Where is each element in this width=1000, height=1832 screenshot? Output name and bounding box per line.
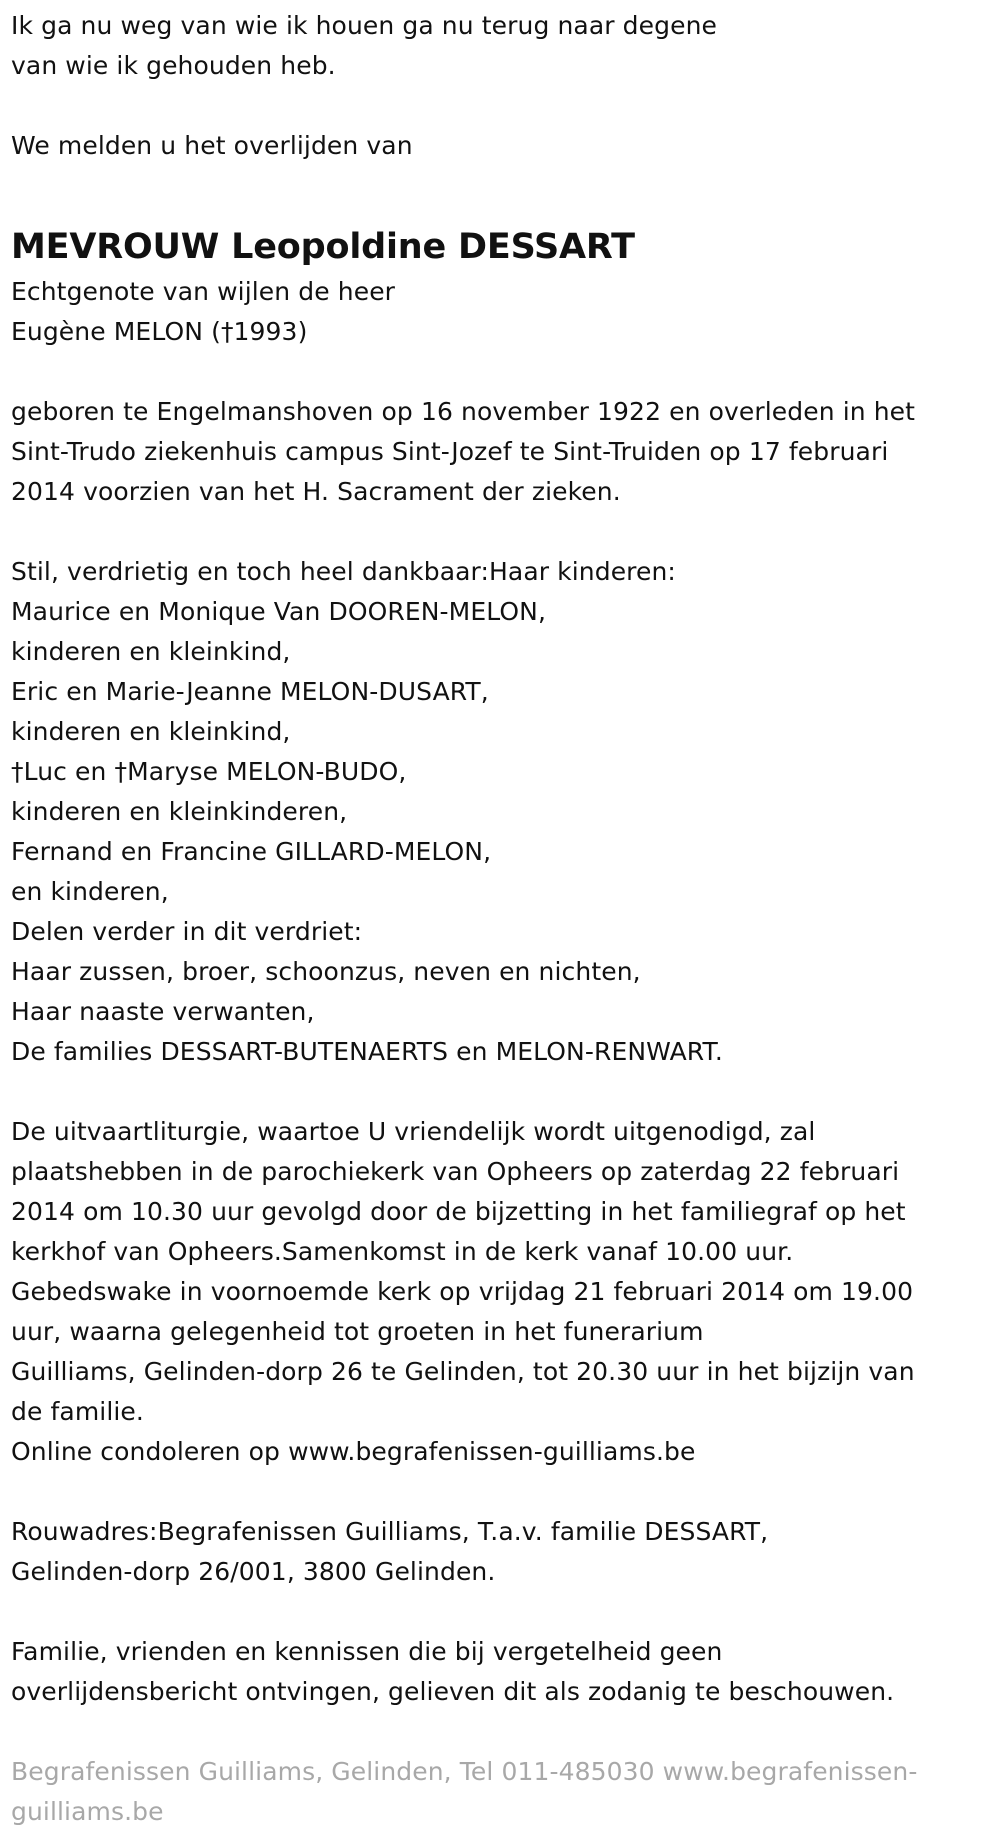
funeral-line: Gebedswake in voornoemde kerk op vrijdag 21 februari 2014 om 19.00 (11, 1277, 914, 1306)
deceased-block (11, 206, 989, 352)
notice-block (11, 1632, 989, 1712)
address-line: Rouwadres:Begrafenissen Guilliams, T.a.v. familie DESSART, (11, 1517, 769, 1546)
mourners-line: Eric en Marie-Jeanne MELON-DUSART, (11, 677, 489, 706)
funeral-line: de familie. (11, 1397, 144, 1426)
funeral-block (11, 1112, 989, 1472)
notice-line: Familie, vrienden en kennissen die bij vergetelheid geen (11, 1637, 723, 1666)
mourners-block (11, 552, 989, 1072)
mourners-line: Fernand en Francine GILLARD-MELON, (11, 837, 492, 866)
poem-line: Ik ga nu weg van wie ik houen ga nu terug naar degene (11, 11, 717, 40)
funeral-line: 2014 om 10.30 uur gevolgd door de bijzetting in het familiegraf op het (11, 1197, 906, 1226)
address-line: Gelinden-dorp 26/001, 3800 Gelinden. (11, 1557, 496, 1586)
funeral-line: kerkhof van Opheers.Samenkomst in de kerk vanaf 10.00 uur. (11, 1237, 794, 1266)
mourners-line: Maurice en Monique Van DOOREN-MELON, (11, 597, 546, 626)
funeral-line: De uitvaartliturgie, waartoe U vriendelijk wordt uitgenodigd, zal (11, 1117, 816, 1146)
condolence-line: Online condoleren op www.begrafenissen-guilliams.be (11, 1437, 696, 1466)
funeral-line: Guilliams, Gelinden-dorp 26 te Gelinden, tot 20.30 uur in het bijzijn van (11, 1357, 915, 1386)
birth-death-block (11, 392, 989, 512)
footer-block (11, 1752, 989, 1832)
birth-death-line: 2014 voorzien van het H. Sacrament der zieken. (11, 477, 621, 506)
mourners-line: kinderen en kleinkind, (11, 637, 291, 666)
mourners-line: Stil, verdrietig en toch heel dankbaar:Haar kinderen: (11, 557, 676, 586)
announcement-text: We melden u het overlijden van (11, 131, 413, 160)
address-block (11, 1512, 989, 1592)
deceased-name: MEVROUW Leopoldine DESSART (11, 227, 635, 267)
mourners-line: Delen verder in dit verdriet: (11, 917, 363, 946)
announcement-block (11, 126, 989, 166)
spouse-line: Echtgenote van wijlen de heer (11, 277, 396, 306)
mourners-line: en kinderen, (11, 877, 169, 906)
spacer (11, 206, 989, 222)
mourners-line: kinderen en kleinkind, (11, 717, 291, 746)
notice-line: overlijdensbericht ontvingen, gelieven dit als zodanig te beschouwen. (11, 1677, 895, 1706)
funeral-line: uur, waarna gelegenheid tot groeten in het funerarium (11, 1317, 704, 1346)
spouse-line: Eugène MELON (†1993) (11, 317, 308, 346)
mourners-line: Haar naaste verwanten, (11, 997, 315, 1026)
mourners-line: †Luc en †Maryse MELON-BUDO, (11, 757, 407, 786)
footer-line: guilliams.be (11, 1797, 164, 1826)
mourners-line: Haar zussen, broer, schoonzus, neven en nichten, (11, 957, 641, 986)
poem-block (11, 6, 989, 86)
footer-line: Begrafenissen Guilliams, Gelinden, Tel 011-485030 www.begrafenissen- (11, 1757, 918, 1786)
birth-death-line: geboren te Engelmanshoven op 16 november 1922 en overleden in het (11, 397, 916, 426)
funeral-line: plaatshebben in de parochiekerk van Opheers op zaterdag 22 februari (11, 1157, 900, 1186)
poem-line: van wie ik gehouden heb. (11, 51, 336, 80)
mourners-line: kinderen en kleinkinderen, (11, 797, 348, 826)
mourners-line: De families DESSART-BUTENAERTS en MELON-RENWART. (11, 1037, 723, 1066)
birth-death-line: Sint-Trudo ziekenhuis campus Sint-Jozef te Sint-Truiden op 17 februari (11, 437, 889, 466)
